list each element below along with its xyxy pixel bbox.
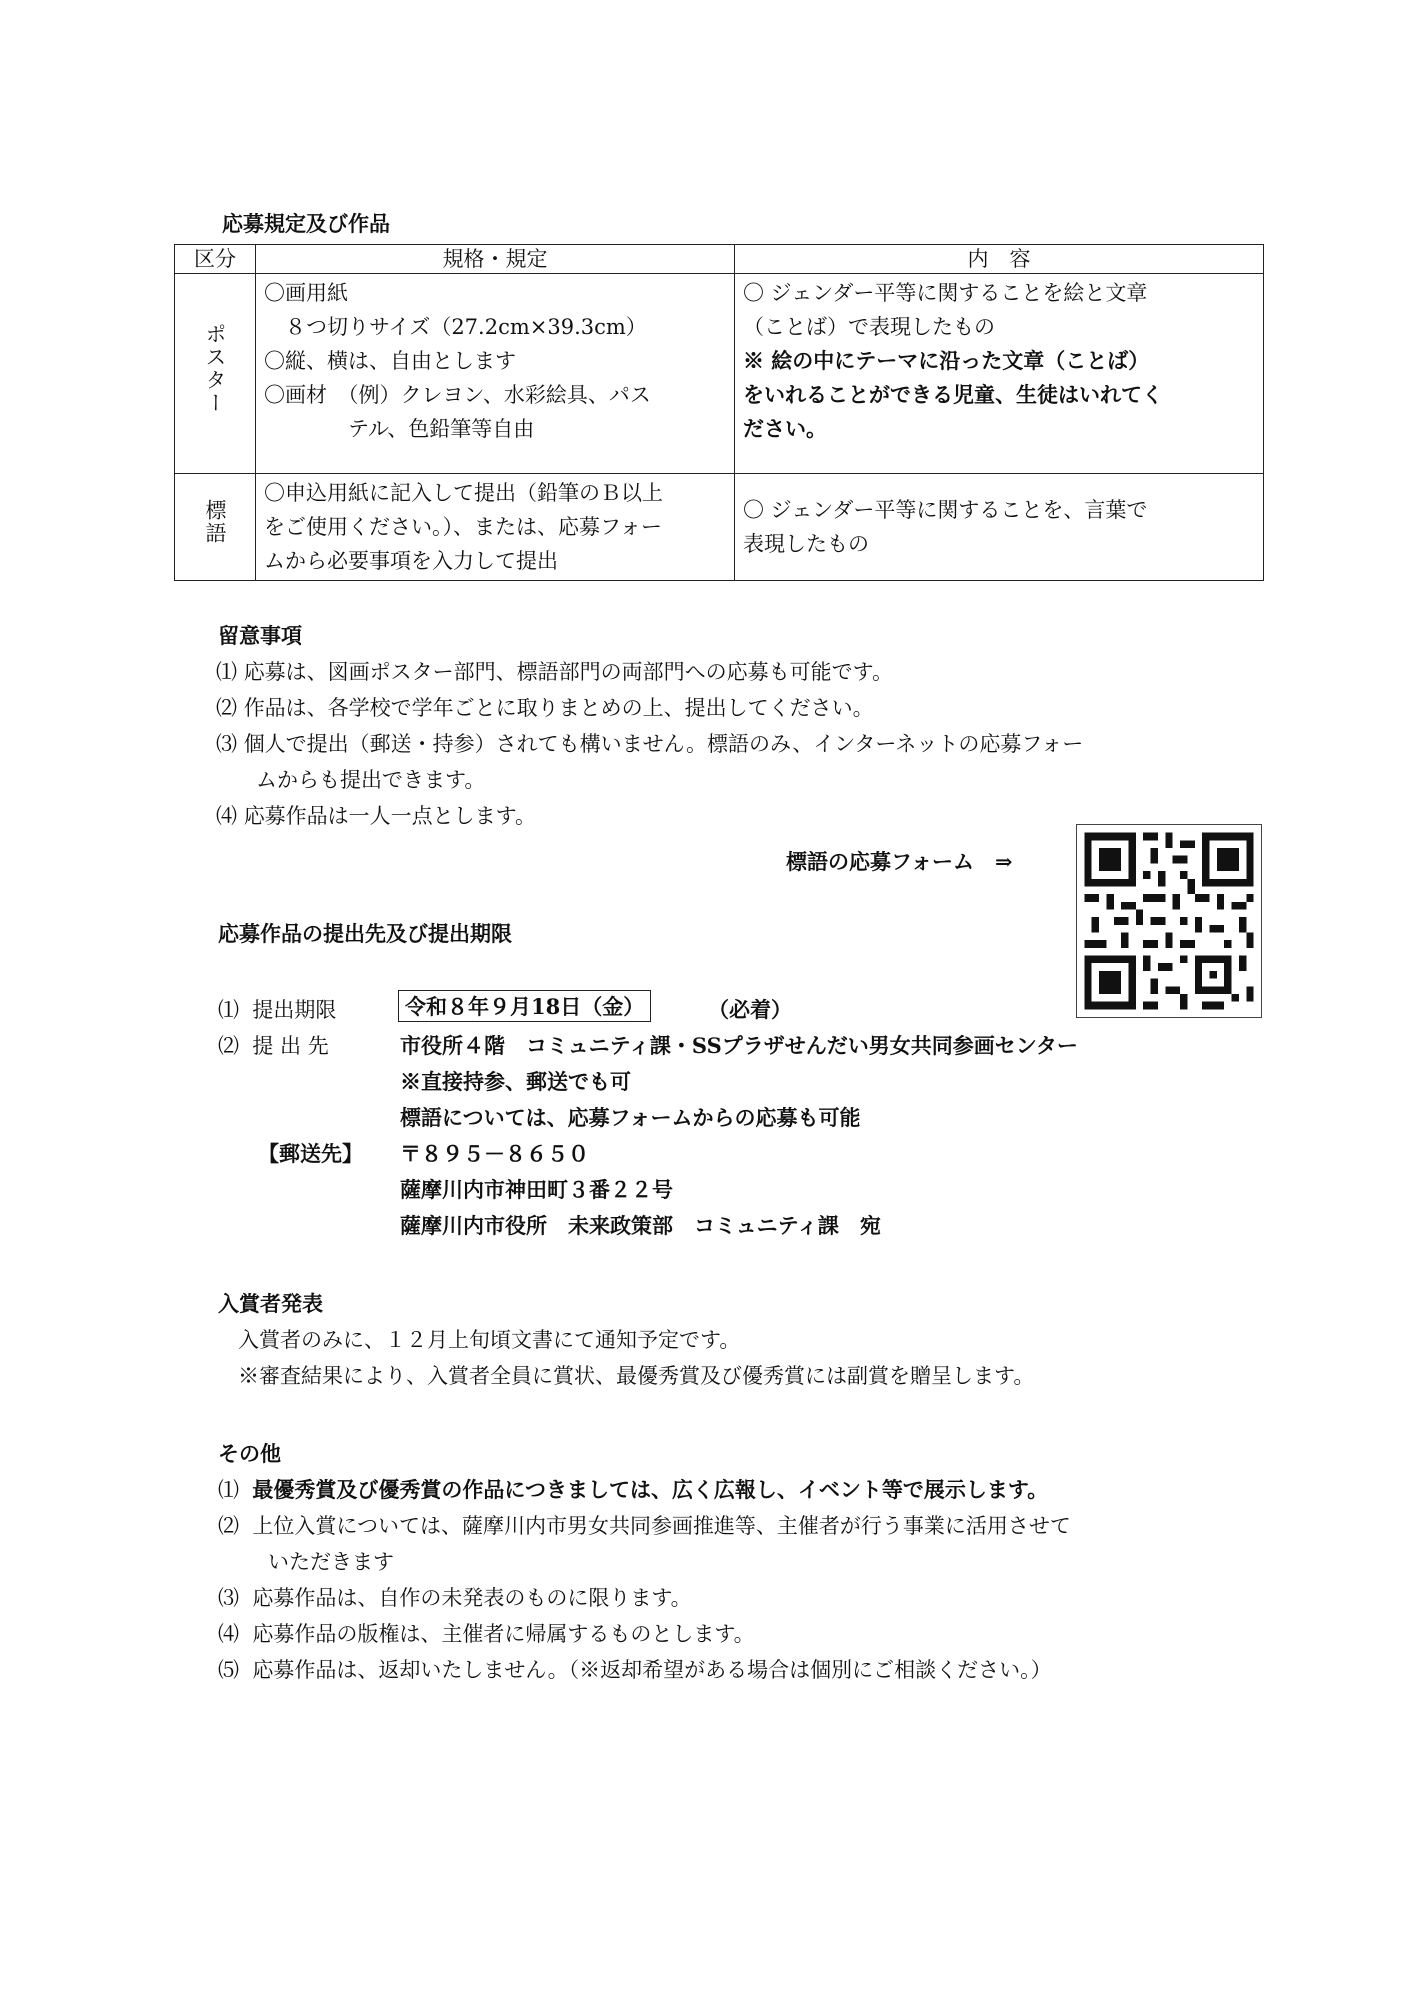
content-poster: 〇 ジェンダー平等に関することを絵と文章 （ことば）で表現したもの ※ 絵の中にテーマに沿った文章（ことば） をいれることができる児童、生徒はいれてく ださい。 — [735, 274, 1264, 474]
note-item: ⑶ 個人で提出（郵送・持参）されても構いません。標語のみ、インターネットの応募フォー — [216, 732, 1084, 756]
category-slogan: 標語 — [175, 474, 256, 581]
mail-label: 【郵送先】 — [258, 1141, 363, 1166]
awards-line: 入賞者のみに、１２月上旬頃文書にて通知予定です。 — [238, 1328, 741, 1352]
table-row — [175, 474, 1264, 581]
deadline-date: 令和８年９月18日（金） — [398, 990, 651, 1022]
mail-line: 薩摩川内市役所 未来政策部 コミュニティ課 宛 — [400, 1213, 881, 1238]
other-item: ⑴ 最優秀賞及び優秀賞の作品につきましては、広く広報し、イベント等で展示します。 — [218, 1477, 1049, 1502]
section-title-notes: 留意事項 — [218, 623, 302, 648]
place-row: ⑵ 提 出 先 — [218, 1034, 329, 1058]
header-content: 内 容 — [735, 245, 1264, 274]
slogan-form-label: 標語の応募フォーム ⇒ — [786, 849, 1013, 874]
header-spec: 規格・規定 — [256, 245, 735, 274]
awards-line: ※審査結果により、入賞者全員に賞状、最優秀賞及び優秀賞には副賞を贈呈します。 — [238, 1364, 1035, 1388]
other-item: ⑷ 応募作品の版権は、主催者に帰属するものとします。 — [218, 1622, 755, 1646]
deadline-note: （必着） — [708, 997, 792, 1022]
place-line: 市役所４階 コミュニティ課・SSプラザせんだい男女共同参画センター — [400, 1033, 1078, 1058]
mail-line: 〒８９５－８６５０ — [400, 1141, 589, 1166]
table-row — [175, 274, 1264, 474]
spec-poster: 〇画用紙 ８つ切りサイズ（27.2cm×39.3cm） 〇縦、横は、自由とします 〇画材 （例）クレヨン、水彩絵具、パス テル、色鉛筆等自由 — [256, 274, 735, 474]
other-item: ⑸ 応募作品は、返却いたしません。（※返却希望がある場合は個別にご相談ください。） — [218, 1658, 1052, 1682]
place-line: ※直接持参、郵送でも可 — [400, 1069, 631, 1094]
section-title-awards: 入賞者発表 — [218, 1291, 323, 1316]
place-line: 標語については、応募フォームからの応募も可能 — [400, 1105, 861, 1130]
section-title-rules: 応募規定及び作品 — [222, 211, 390, 236]
rules-table — [174, 244, 1264, 581]
note-item: ⑷ 応募作品は一人一点とします。 — [216, 804, 537, 828]
note-item: ⑴ 応募は、図画ポスター部門、標語部門の両部門への応募も可能です。 — [216, 660, 894, 684]
other-item-continued: いただきます — [268, 1550, 394, 1574]
category-poster: ポスター — [175, 274, 256, 474]
other-item: ⑶ 応募作品は、自作の未発表のものに限ります。 — [218, 1586, 692, 1610]
content-slogan: 〇 ジェンダー平等に関することを、言葉で 表現したもの — [735, 474, 1264, 581]
header-category: 区分 — [175, 245, 256, 274]
note-item: ⑵ 作品は、各学校で学年ごとに取りまとめの上、提出してください。 — [216, 696, 874, 720]
section-title-submission: 応募作品の提出先及び提出期限 — [218, 921, 512, 946]
section-title-other: その他 — [218, 1441, 281, 1466]
mail-line: 薩摩川内市神田町３番２２号 — [400, 1177, 673, 1202]
qr-code-icon[interactable] — [1076, 824, 1262, 1018]
deadline-row: ⑴ 提出期限 — [218, 998, 337, 1022]
spec-slogan: 〇申込用紙に記入して提出（鉛筆のＢ以上 をご使用ください。）、または、応募フォー ムから必要事項を入力して提出 — [256, 474, 735, 581]
other-item: ⑵ 上位入賞については、薩摩川内市男女共同参画推進等、主催者が行う事業に活用させて — [218, 1514, 1071, 1538]
note-item-continued: ムからも提出できます。 — [256, 768, 486, 792]
